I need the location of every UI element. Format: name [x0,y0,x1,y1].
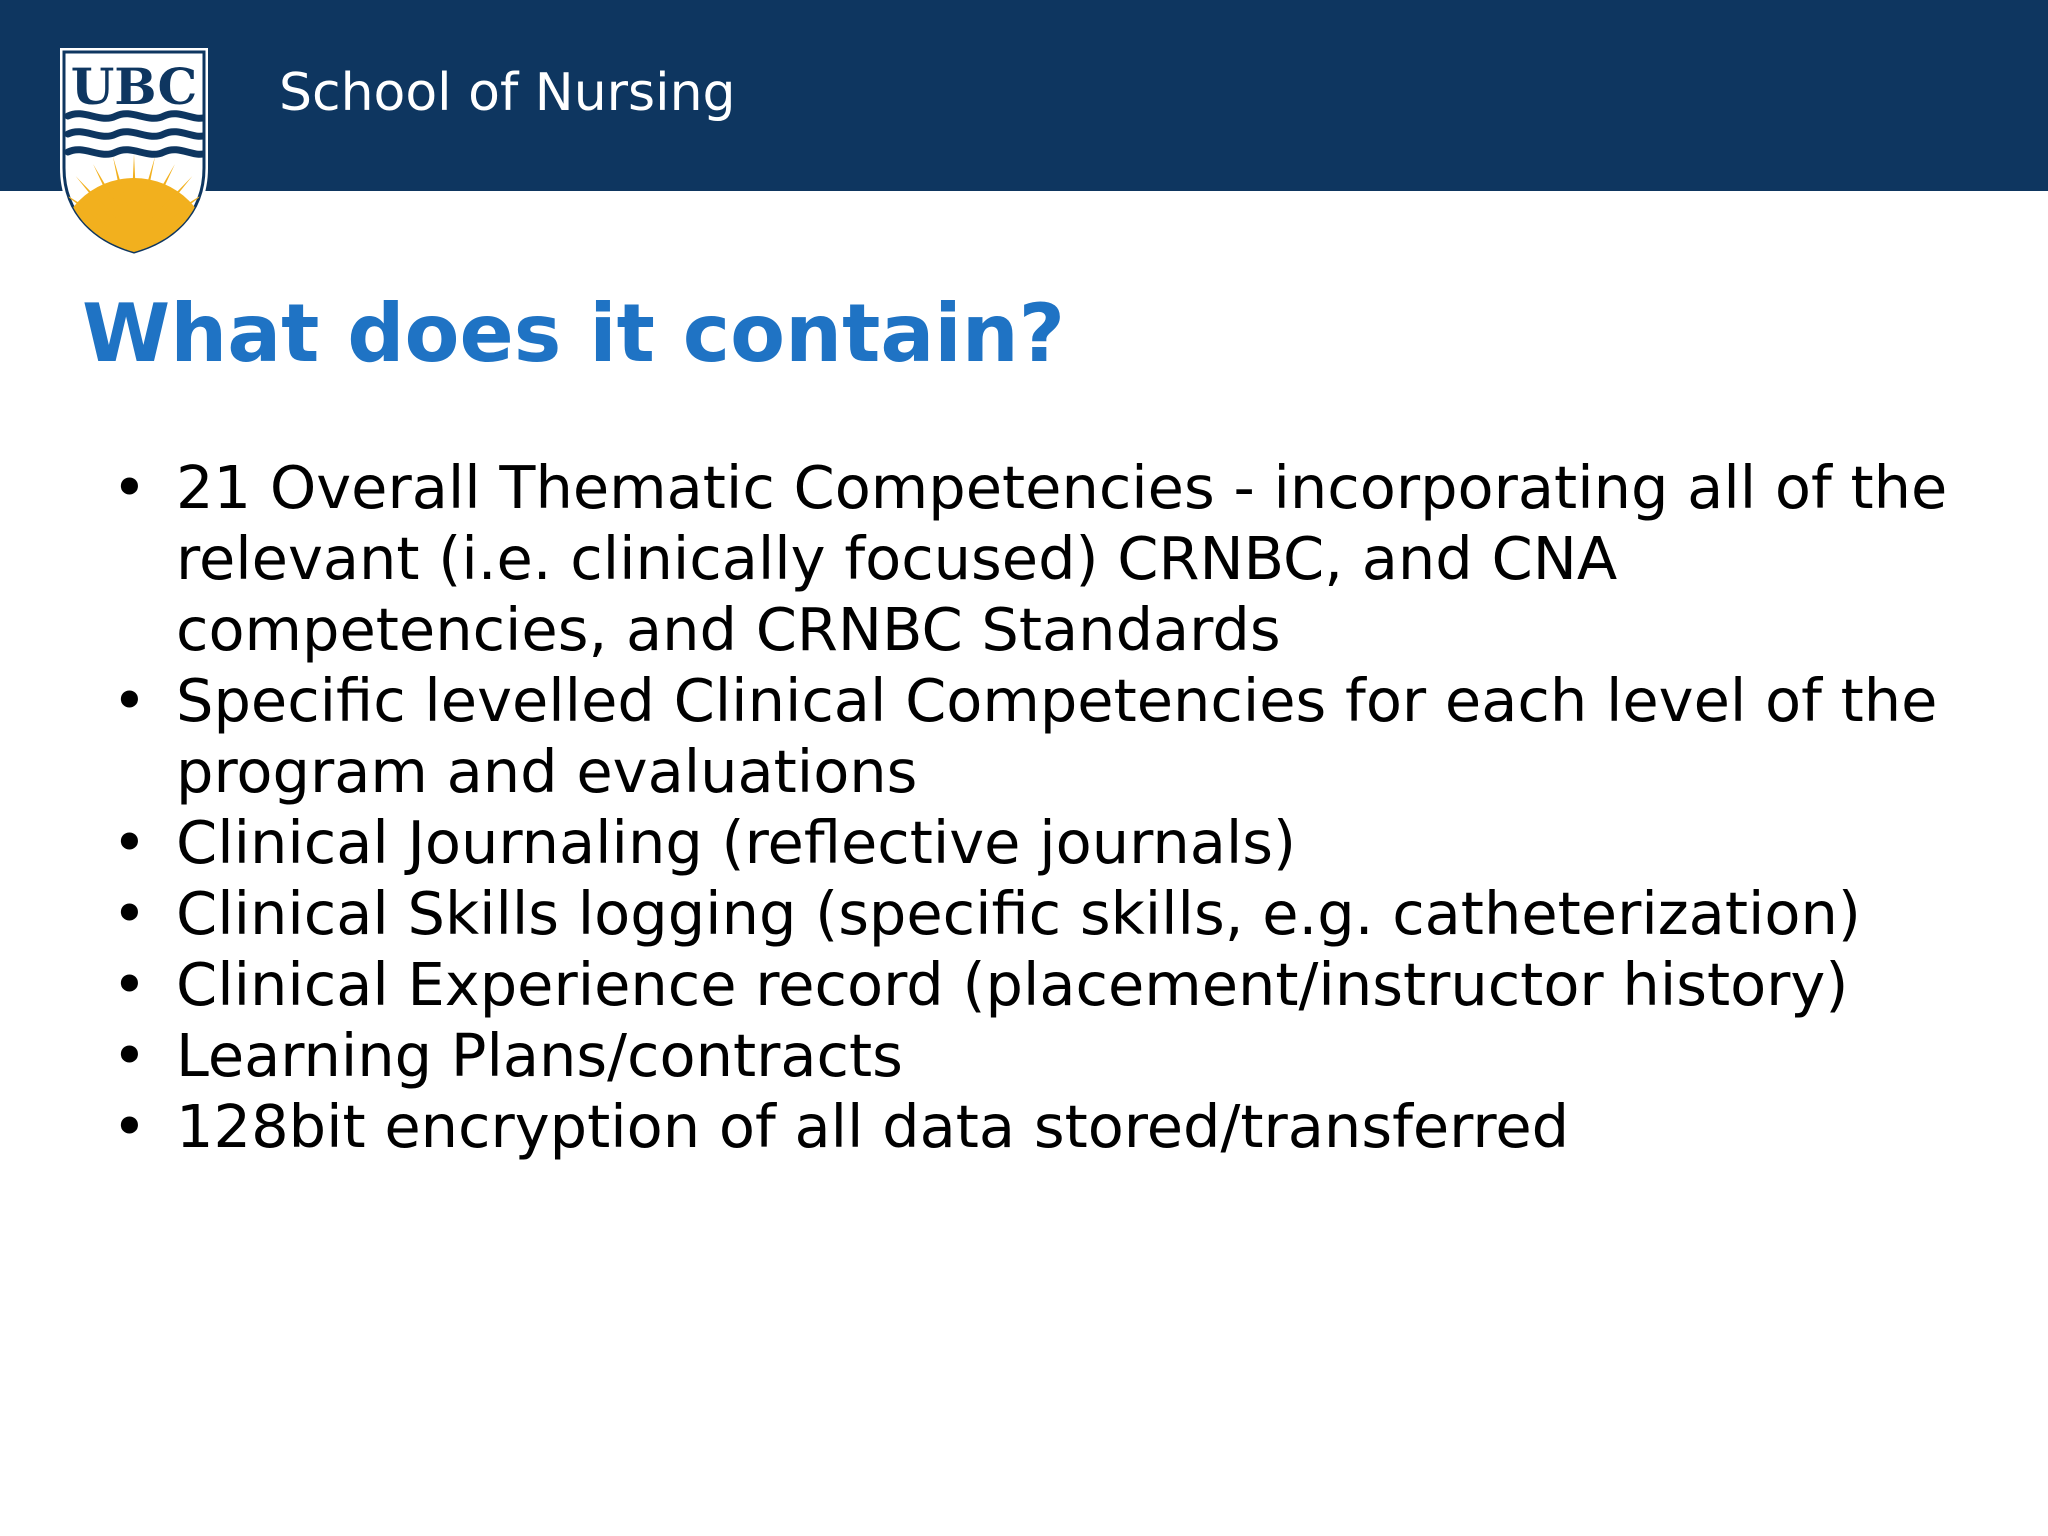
bullet-marker: • [112,453,147,522]
bullet-text: 21 Overall Thematic Competencies - incorporating all of the relevant (i.e. clinically focused) CRNBC, and CNA competencies, and CRNBC Standards [176,453,1948,664]
bullet-text: Specific levelled Clinical Competencies for each level of the program and evaluations [176,666,1938,806]
bullet-marker: • [112,950,147,1019]
ubc-logo [58,46,210,256]
bullet-item [106,452,2036,665]
bullet-item [106,878,2036,949]
bullet-text: Clinical Experience record (placement/instructor history) [176,950,1849,1019]
bullet-item [106,1020,2036,1091]
bullet-marker: • [112,1021,147,1090]
school-name: School of Nursing [279,63,736,123]
slide-title: What does it contain? [82,287,1066,380]
bullet-marker: • [112,879,147,948]
bullet-item [106,949,2036,1020]
bullet-marker: • [112,808,147,877]
bullet-item [106,807,2036,878]
bullet-text: Clinical Journaling (reflective journals) [176,808,1297,877]
bullet-item [106,665,2036,807]
bullet-text: 128bit encryption of all data stored/transferred [176,1092,1570,1161]
logo-text: UBC [70,57,198,116]
bullet-item [106,1091,2036,1162]
bullet-marker: • [112,1092,147,1161]
bullet-marker: • [112,666,147,735]
bullet-text: Learning Plans/contracts [176,1021,903,1090]
bullet-text: Clinical Skills logging (specific skills, e.g. catheterization) [176,879,1861,948]
bullet-list [106,452,2036,1162]
